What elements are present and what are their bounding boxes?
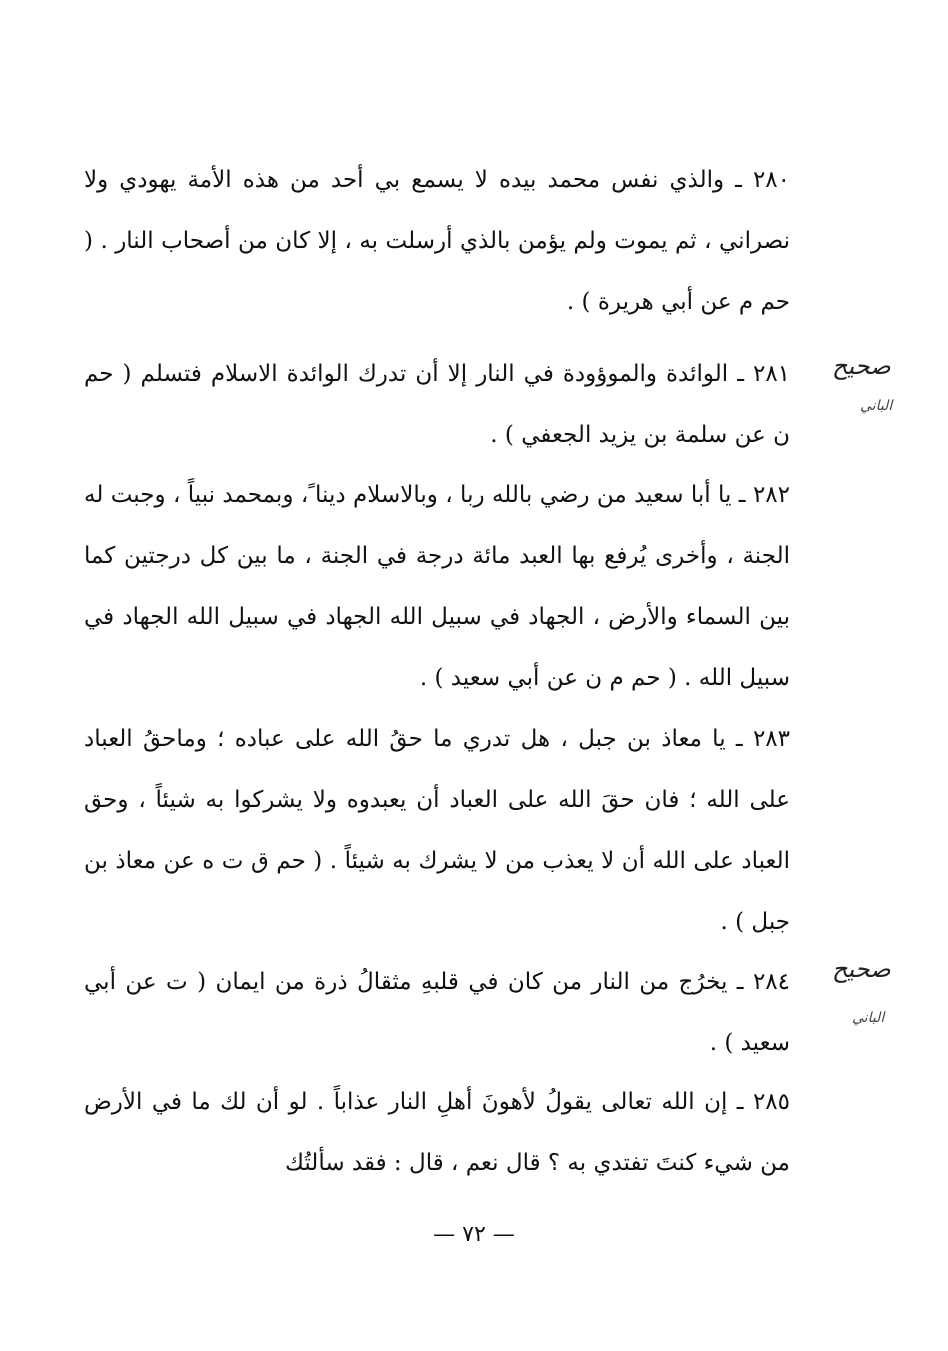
hadith-source: ( حم ق ت ه عن معاذ بن جبل ) . [84,848,790,935]
hadith-text: ـ يا أبا سعيد من رضي بالله ربا ، وبالاسلام دينا ً، وبمحمد نبياً ، وجبت له الجنة ، وأخرى يُرفع بها العبد مائة درجة في الجنة ، ما بين كل درجتين كما بين السماء والأرض ، الجهاد في سبيل الله الجهاد في سبيل الله الجهاد في سبيل الله . [84,482,790,691]
hadith-number: ٢٨٠ [752,167,791,193]
hadith-number: ٢٨٤ [752,969,790,995]
hadith-text: ـ يخرُج من النار من كان في قلبهِ مثقالُ ذرة من ايمان [215,969,744,995]
hadith-283 [84,709,790,953]
hadith-280 [84,150,790,333]
hadith-281 [84,344,790,466]
hadith-source: ( حم م عن أبي هريرة ) . [84,228,790,315]
hadith-text: ـ إن الله تعالى يقولُ لأهونَ أهلِ النار عذاباً . لو أن لك ما في الأرض من شيء كنتَ تفتدي به ؟ قال نعم ، قال : فقد سألتُك [84,1089,790,1176]
margin-grade-note: صحيح [832,955,891,983]
hadith-number: ٢٨٥ [752,1089,790,1115]
hadith-284 [84,952,790,1074]
hadith-text: ـ والذي نفس محمد بيده لا يسمع بي أحد من هذه الأمة يهودي ولا نصراني ، ثم يموت ولم يؤمن بالذي أرسلت به ، إلا كان من أصحاب النار . [84,167,790,254]
hadith-285 [84,1072,790,1194]
hadith-text: ـ يا معاذ بن جبل ، هل تدري ما حقُ الله على عباده ؛ وماحقُ العباد على الله ؛ فان حقَ الله على العباد أن يعبدوه ولا يشركوا به شيئاً ، وحق العباد على الله أن لا يعذب من لا يشرك به شيئاً . [84,726,791,874]
hadith-text: ـ الوائدة والموؤودة في النار إلا أن تدرك الوائدة الاسلام فتسلم [140,361,744,387]
margin-reference-note: الباني [860,398,893,414]
margin-grade-note: صحيح [832,352,891,380]
hadith-source: ( حم ن عن سلمة بن يزيد الجعفي ) . [84,361,790,448]
margin-reference-note: الباني [852,1010,885,1026]
hadith-number: ٢٨١ [752,361,791,387]
page-number: — ٧٢ — [433,1222,515,1247]
hadith-source: ( حم م ن عن أبي سعيد ) . [419,665,677,691]
hadith-source: ( ت عن أبي سعيد ) . [84,969,790,1056]
hadith-number: ٢٨٢ [752,482,791,508]
hadith-282 [84,465,790,709]
hadith-number: ٢٨٣ [752,726,790,752]
